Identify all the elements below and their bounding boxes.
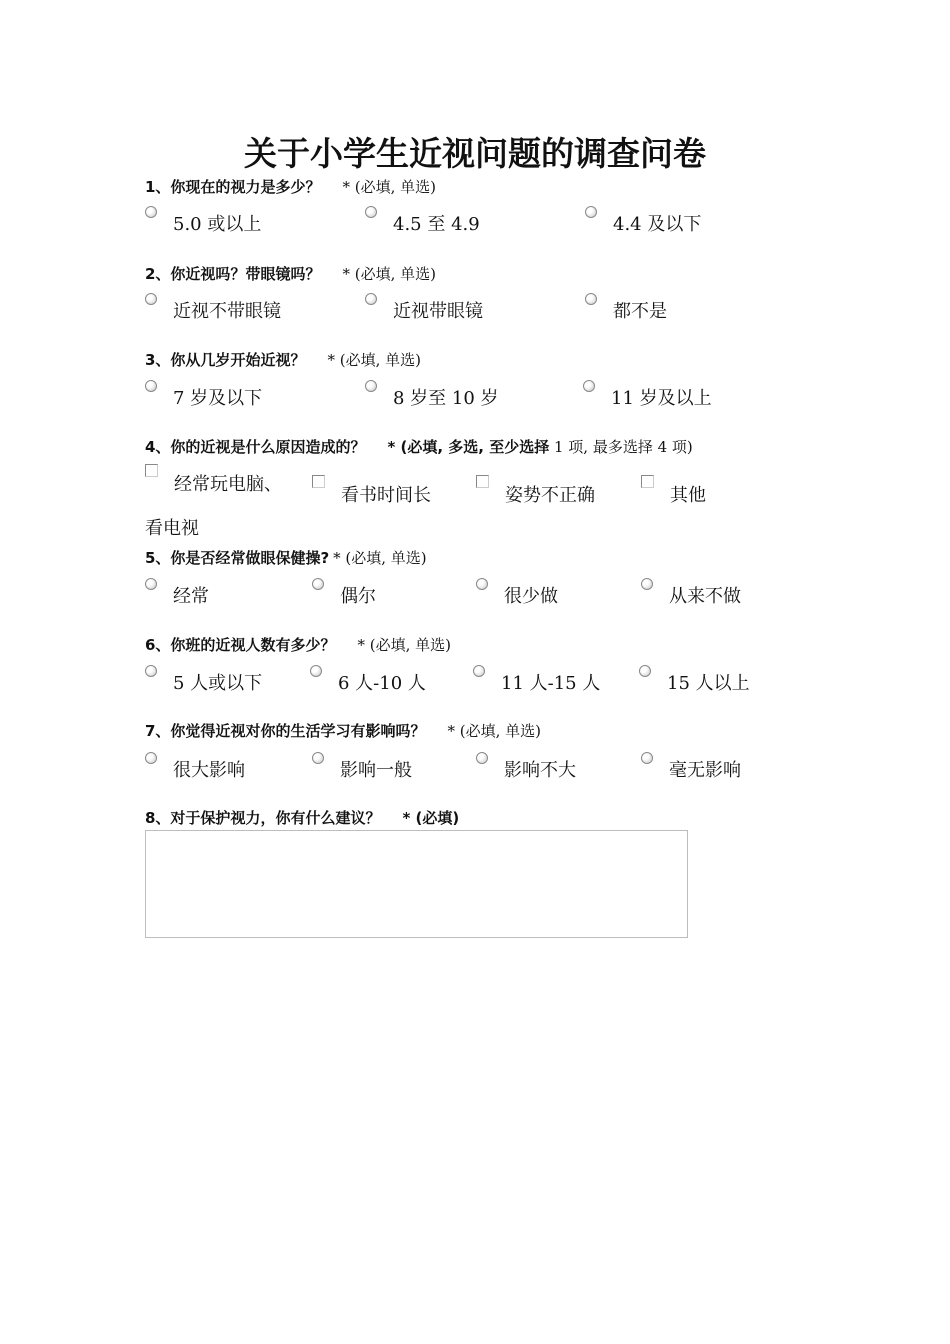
radio-icon[interactable] [365,206,377,218]
question-6 [145,634,865,694]
question-4 [145,436,865,539]
option-radio[interactable]: 影响一般 [312,756,412,782]
required-note-detail: 1 项, 最多选择 4 项) [549,438,693,456]
required-note: * (必填, 单选) [357,636,451,654]
option-radio[interactable]: 5 人或以下 [145,669,262,695]
radio-icon[interactable] [473,665,485,677]
option-checkbox[interactable]: 经常玩电脑、 [145,470,282,496]
radio-icon[interactable] [585,206,597,218]
checkbox-icon[interactable] [145,464,158,477]
option-wrap-text: 看电视 [145,518,199,539]
option-radio[interactable]: 近视带眼镜 [365,297,483,323]
option-radio[interactable]: 11 岁及以上 [583,384,712,410]
radio-icon[interactable] [365,293,377,305]
option-radio[interactable]: 毫无影响 [641,756,741,782]
option-radio[interactable]: 近视不带眼镜 [145,297,281,323]
option-radio[interactable]: 8 岁至 10 岁 [365,384,499,410]
required-note: * (必填, 多选, 至少选择 [387,438,550,456]
option-radio[interactable]: 15 人以上 [639,669,750,695]
radio-icon[interactable] [476,752,488,764]
suggestion-textarea[interactable] [145,830,688,938]
question-label: 4、你的近视是什么原因造成的？ [145,438,366,456]
option-radio[interactable]: 很大影响 [145,756,245,782]
required-note: * (必填) [402,809,460,827]
option-radio[interactable]: 经常 [145,582,209,608]
radio-icon[interactable] [639,665,651,677]
radio-icon[interactable] [145,578,157,590]
option-radio[interactable]: 偶尔 [312,582,376,608]
required-note: * (必填, 单选) [333,549,427,567]
question-2 [145,263,865,322]
question-label: 8、对于保护视力，你有什么建议？ [145,809,381,827]
option-radio[interactable]: 都不是 [585,297,667,323]
radio-icon[interactable] [145,380,157,392]
radio-icon[interactable] [145,665,157,677]
checkbox-icon[interactable] [476,475,489,488]
radio-icon[interactable] [312,752,324,764]
question-label: 1、你现在的视力是多少？ [145,178,321,196]
question-label: 3、你从几岁开始近视？ [145,351,306,369]
option-radio[interactable]: 4.4 及以下 [585,210,701,236]
radio-icon[interactable] [145,293,157,305]
radio-icon[interactable] [641,578,653,590]
radio-icon[interactable] [585,293,597,305]
option-radio[interactable]: 影响不大 [476,756,576,782]
option-radio[interactable]: 很少做 [476,582,558,608]
radio-icon[interactable] [145,206,157,218]
checkbox-icon[interactable] [312,475,325,488]
required-note: * (必填, 单选) [342,178,436,196]
required-note: * (必填, 单选) [327,351,421,369]
option-radio[interactable]: 5.0 或以上 [145,210,261,236]
option-radio[interactable]: 从来不做 [641,582,741,608]
option-checkbox[interactable]: 姿势不正确 [476,481,595,507]
radio-icon[interactable] [476,578,488,590]
question-label: 2、你近视吗？带眼镜吗？ [145,265,321,283]
question-label: 5、你是否经常做眼保健操? [145,549,330,567]
option-radio[interactable]: 6 人-10 人 [310,669,426,695]
required-note: * (必填, 单选) [447,722,541,740]
question-8 [145,807,865,828]
question-3 [145,349,865,409]
radio-icon[interactable] [641,752,653,764]
question-5 [145,547,865,607]
question-1 [145,176,865,235]
radio-icon[interactable] [312,578,324,590]
radio-icon[interactable] [583,380,595,392]
option-radio[interactable]: 7 岁及以下 [145,384,262,410]
radio-icon[interactable] [145,752,157,764]
required-note: * (必填, 单选) [342,265,436,283]
question-7 [145,720,865,781]
option-radio[interactable]: 4.5 至 4.9 [365,210,480,236]
radio-icon[interactable] [310,665,322,677]
page-title: 关于小学生近视问题的调查问卷 [244,134,706,173]
option-radio[interactable]: 11 人-15 人 [473,669,600,695]
question-label: 7、你觉得近视对你的生活学习有影响吗？ [145,722,426,740]
radio-icon[interactable] [365,380,377,392]
option-checkbox[interactable]: 看书时间长 [312,481,431,507]
checkbox-icon[interactable] [641,475,654,488]
question-label: 6、你班的近视人数有多少？ [145,636,336,654]
option-checkbox[interactable]: 其他 [641,481,706,507]
